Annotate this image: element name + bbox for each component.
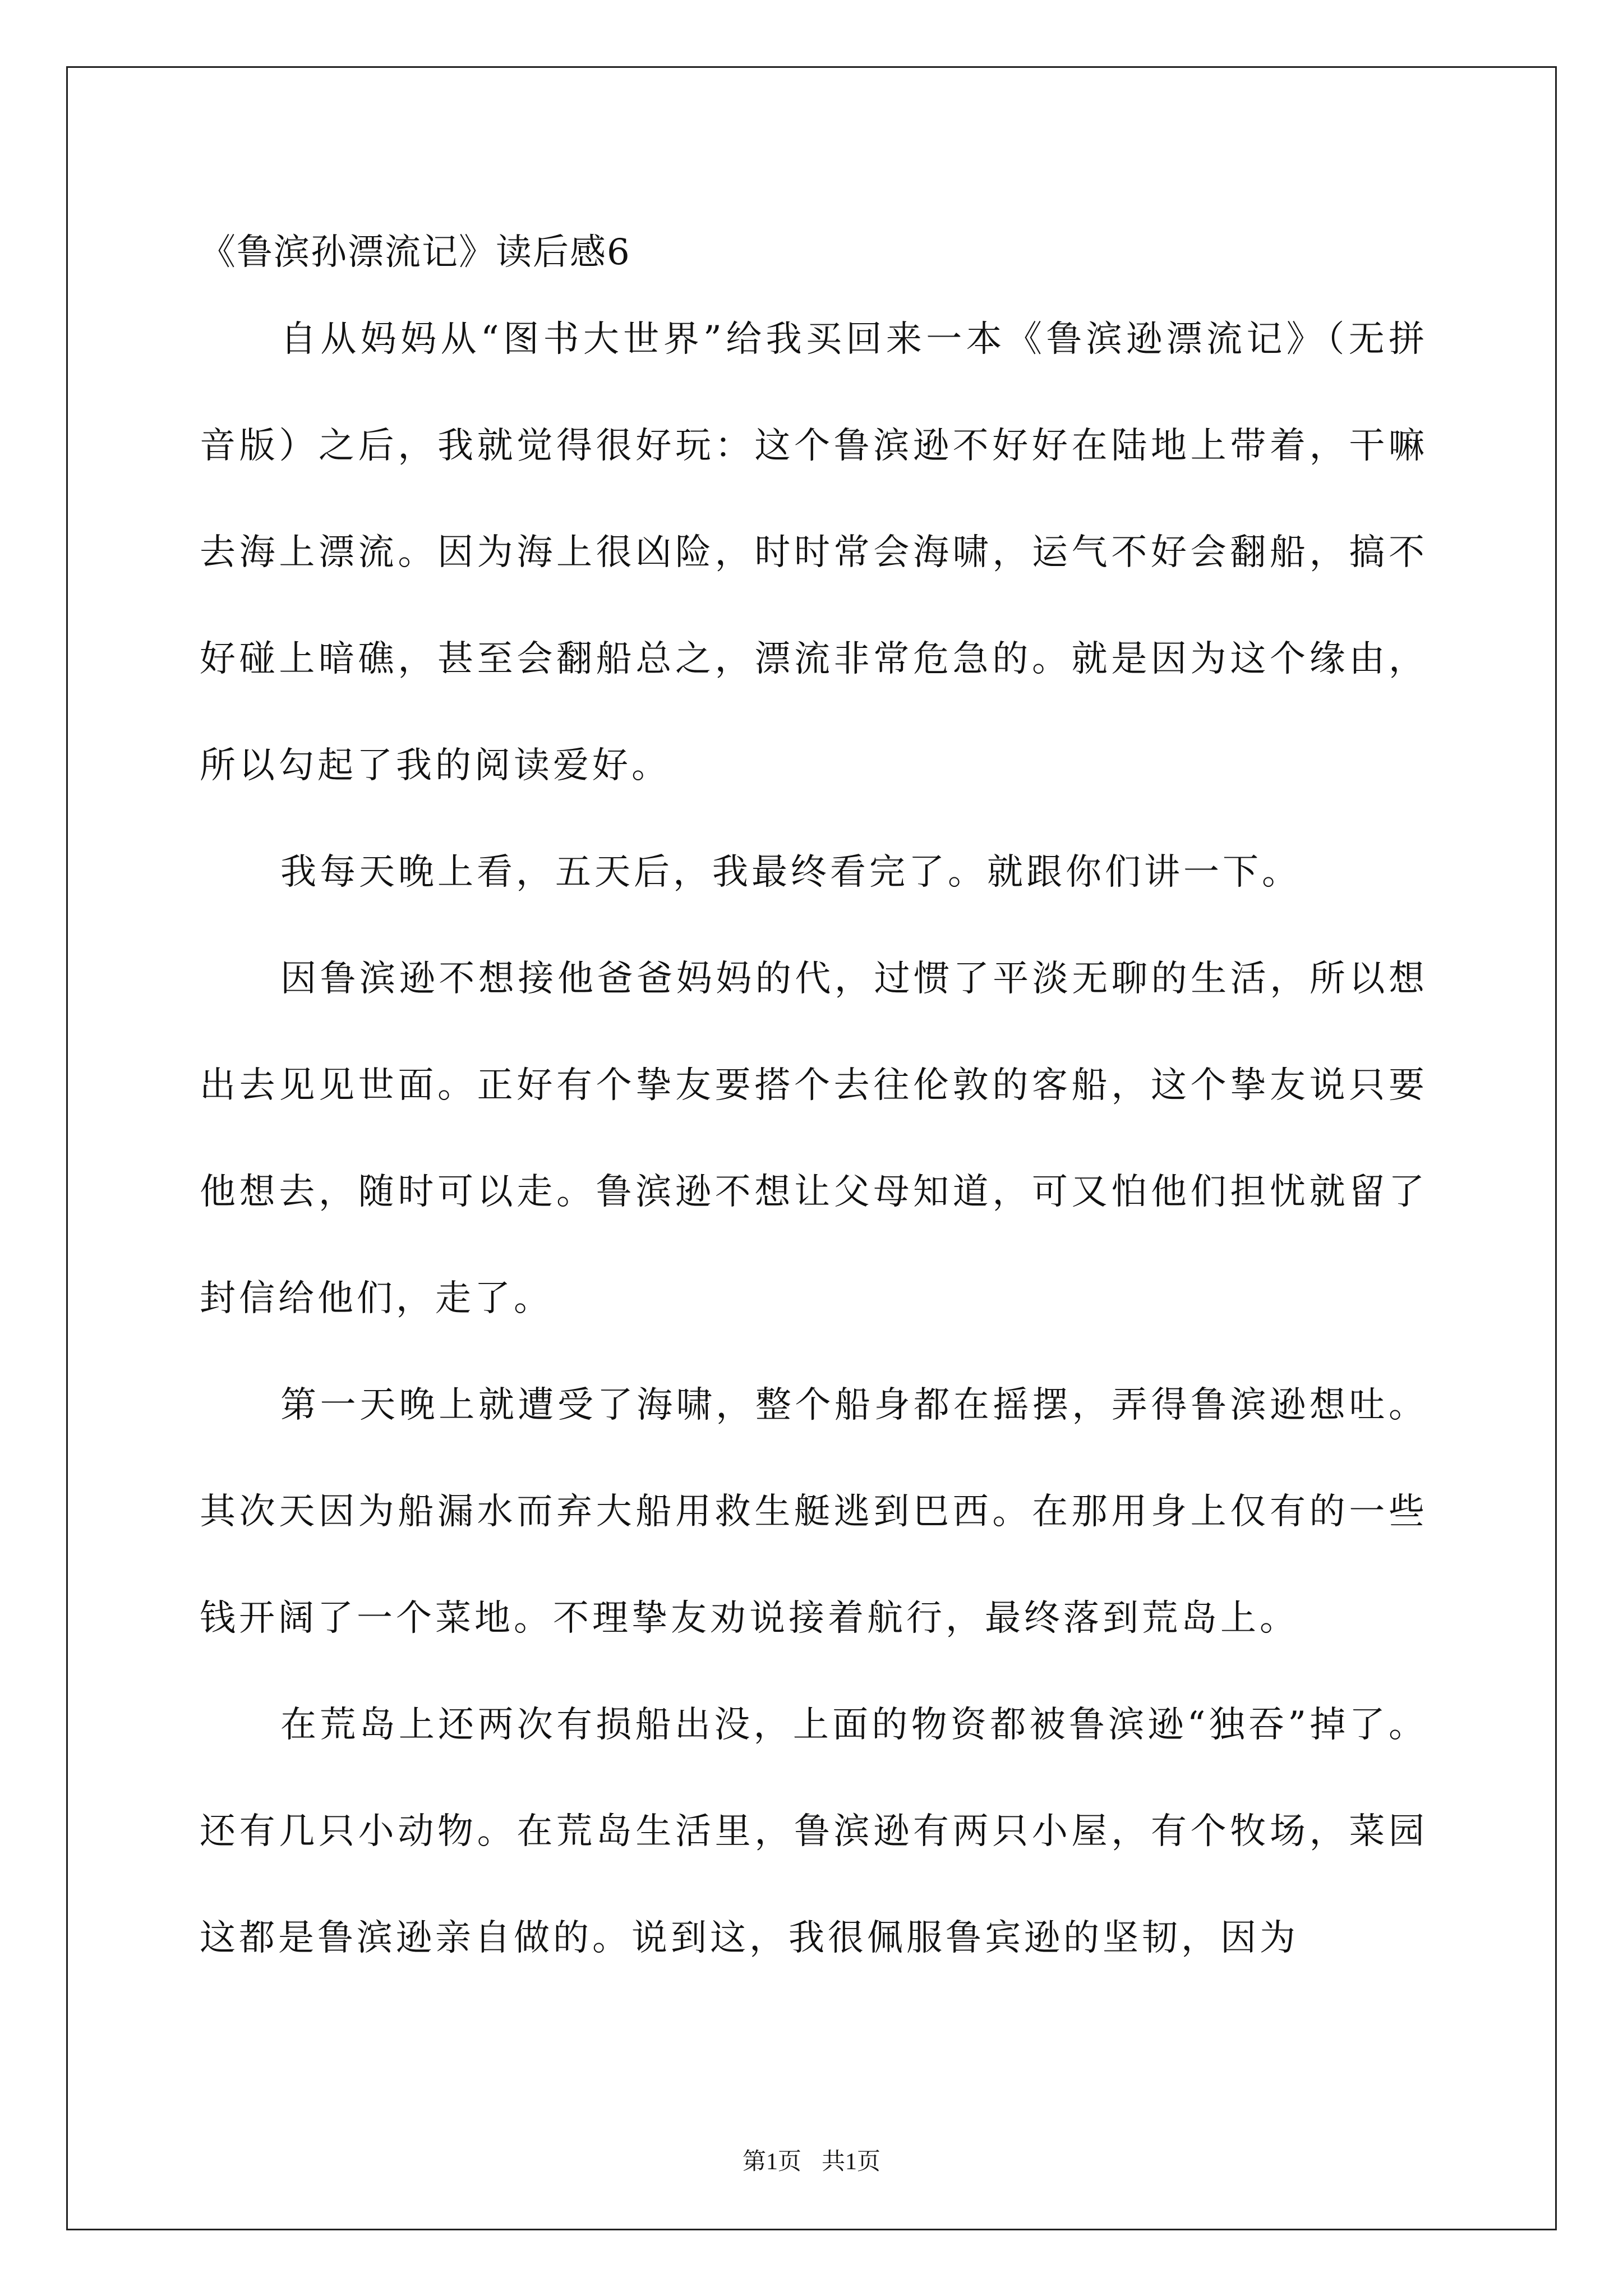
paragraph: 第一天晚上就遭受了海啸，整个船身都在摇摆，弄得鲁滨逊想吐。其次天因为船漏水而弃大船用救生艇逃到巴西。在那用身上仅有的一些钱开阔了一个菜地。不理挚友劝说接着航行，最终落到荒岛上。	[200, 1384, 1428, 1639]
paragraph: 我每天晚上看，五天后，我最终看完了。就跟你们讲一下。	[280, 852, 1301, 893]
paragraph: 在荒岛上还两次有损船出没，上面的物资都被鲁滨逊“独吞”掉了。还有几只小动物。在荒岛生活里，鲁滨逊有两只小屋，有个牧场，菜园这都是鲁滨逊亲自做的。说到这，我很佩服鲁宾逊的坚韧，因为	[200, 1704, 1428, 1959]
page-total: 共1页	[822, 2149, 881, 2175]
page-number: 第1页	[742, 2149, 801, 2175]
paragraph: 因鲁滨逊不想接他爸爸妈妈的代，过惯了平淡无聊的生活，所以想出去见见世面。正好有个挚友要搭个去往伦敦的客船，这个挚友说只要他想去，随时可以走。鲁滨逊不想让父母知道，可又怕他们担忧就留了封信给他们，走了。	[200, 958, 1428, 1319]
document-body	[200, 224, 1428, 1991]
document-title: 《鲁滨孙漂流记》读后感6	[200, 232, 631, 273]
page-footer	[0, 2146, 1623, 2178]
paragraph: 自从妈妈从“图书大世界”给我买回来一本《鲁滨逊漂流记》（无拼音版）之后，我就觉得很好玩：这个鲁滨逊不好好在陆地上带着，干嘛去海上漂流。因为海上很凶险，时时常会海啸，运气不好会翻船，搞不好碰上暗礁，甚至会翻船总之，漂流非常危急的。就是因为这个缘由，所以勾起了我的阅读爱好。	[200, 319, 1428, 786]
